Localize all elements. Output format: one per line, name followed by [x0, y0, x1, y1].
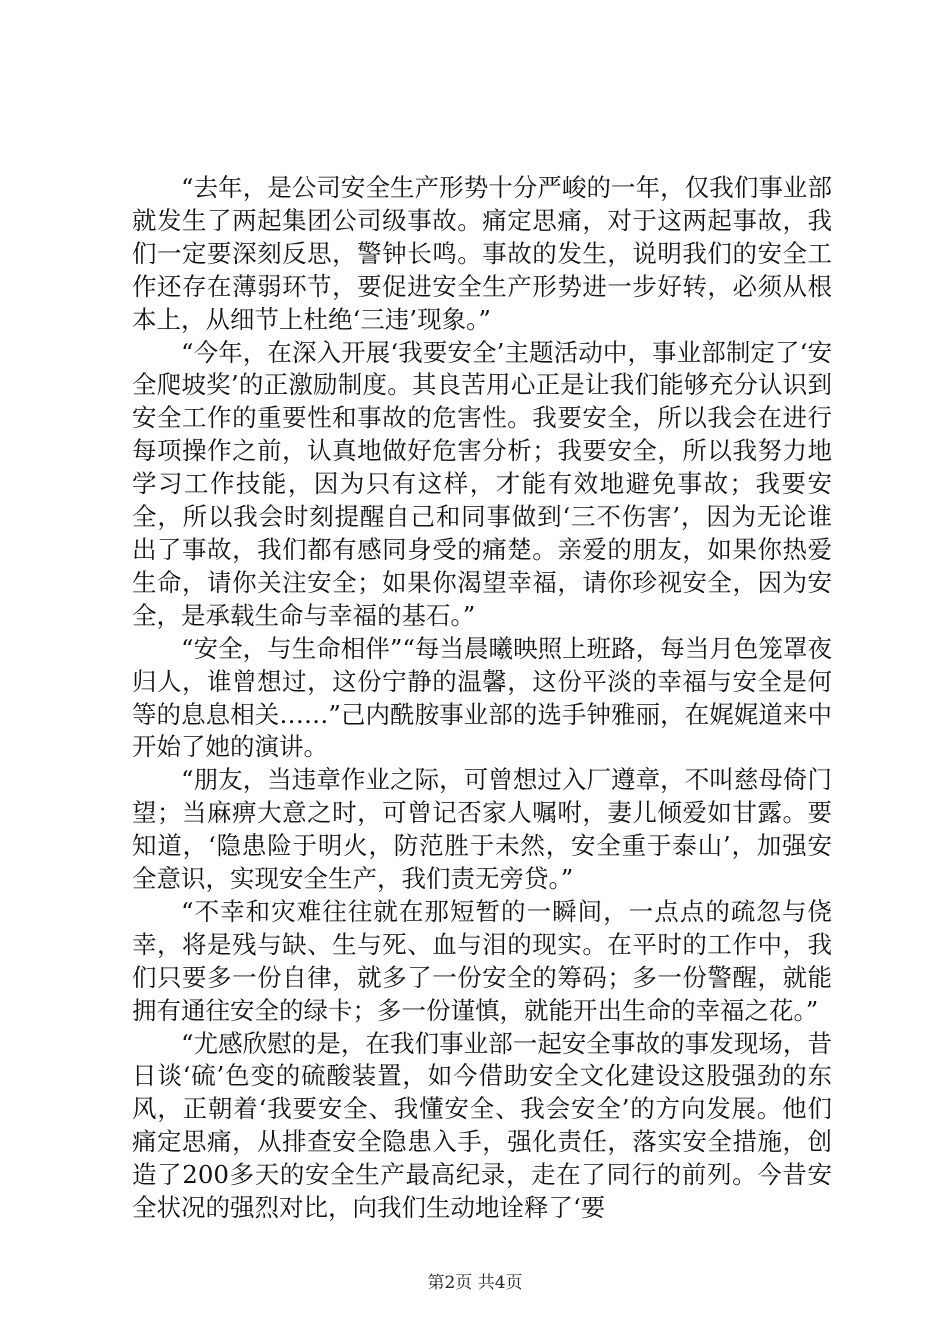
document-body [132, 172, 832, 1225]
page-number-footer: 第2页 共4页 [427, 1273, 523, 1293]
paragraph-4: “朋友，当违章作业之际，可曾想过入厂遵章，不叫慈母倚门望；当麻痹大意之时，可曾记否家人嘱咐，妻儿倾爱如甘露。要知道，‘隐患险于明火，防范胜于未然，安全重于泰山’，加强安全意识，实现安全生产，我们责无旁贷。” [132, 765, 832, 894]
paragraph-3: “安全，与生命相伴”“每当晨曦映照上班路，每当月色笼罩夜归人，谁曾想过，这份宁静的温馨，这份平淡的幸福与安全是何等的息息相关……”己内酰胺事业部的选手钟雅丽，在娓娓道来中开始了她的演讲。 [132, 633, 832, 762]
paragraph-1: “去年，是公司安全生产形势十分严峻的一年，仅我们事业部就发生了两起集团公司级事故。痛定思痛，对于这两起事故，我们一定要深刻反思，警钟长鸣。事故的发生，说明我们的安全工作还存在薄弱环节，要促进安全生产形势进一步好转，必须从根本上，从细节上杜绝‘三违’现象。” [132, 173, 832, 334]
paragraph-6: “尤感欣慰的是，在我们事业部一起安全事故的事发现场，昔日谈‘硫’色变的硫酸装置，如今借助安全文化建设这股强劲的东风，正朝着‘我要安全、我懂安全、我会安全’的方向发展。他们痛定思痛，从排查安全隐患入手，强化责任，落实安全措施，创造了200多天的安全生产最高纪录，走在了同行的前列。今昔安全状况的强烈对比，向我们生动地诠释了‘要 [132, 1028, 832, 1223]
paragraph-2: “今年，在深入开展‘我要安全’主题活动中，事业部制定了‘安全爬坡奖’的正激励制度。其良苦用心正是让我们能够充分认识到安全工作的重要性和事故的危害性。我要安全，所以我会在进行每项操作之前，认真地做好危害分析；我要安全，所以我努力地学习工作技能，因为只有这样，才能有效地避免事故；我要安全，所以我会时刻提醒自己和同事做到‘三不伤害’，因为无论谁出了事故，我们都有感同身受的痛楚。亲爱的朋友，如果你热爱生命，请你关注安全；如果你渴望幸福，请你珍视安全，因为安全，是承载生命与幸福的基石。” [132, 337, 832, 630]
paragraph-5: “不幸和灾难往往就在那短暂的一瞬间，一点点的疏忽与侥幸，将是残与缺、生与死、血与泪的现实。在平时的工作中，我们只要多一份自律，就多了一份安全的筹码；多一份警醒，就能拥有通往安全的绿卡；多一份谨慎，就能开出生命的幸福之花。” [132, 896, 832, 1025]
